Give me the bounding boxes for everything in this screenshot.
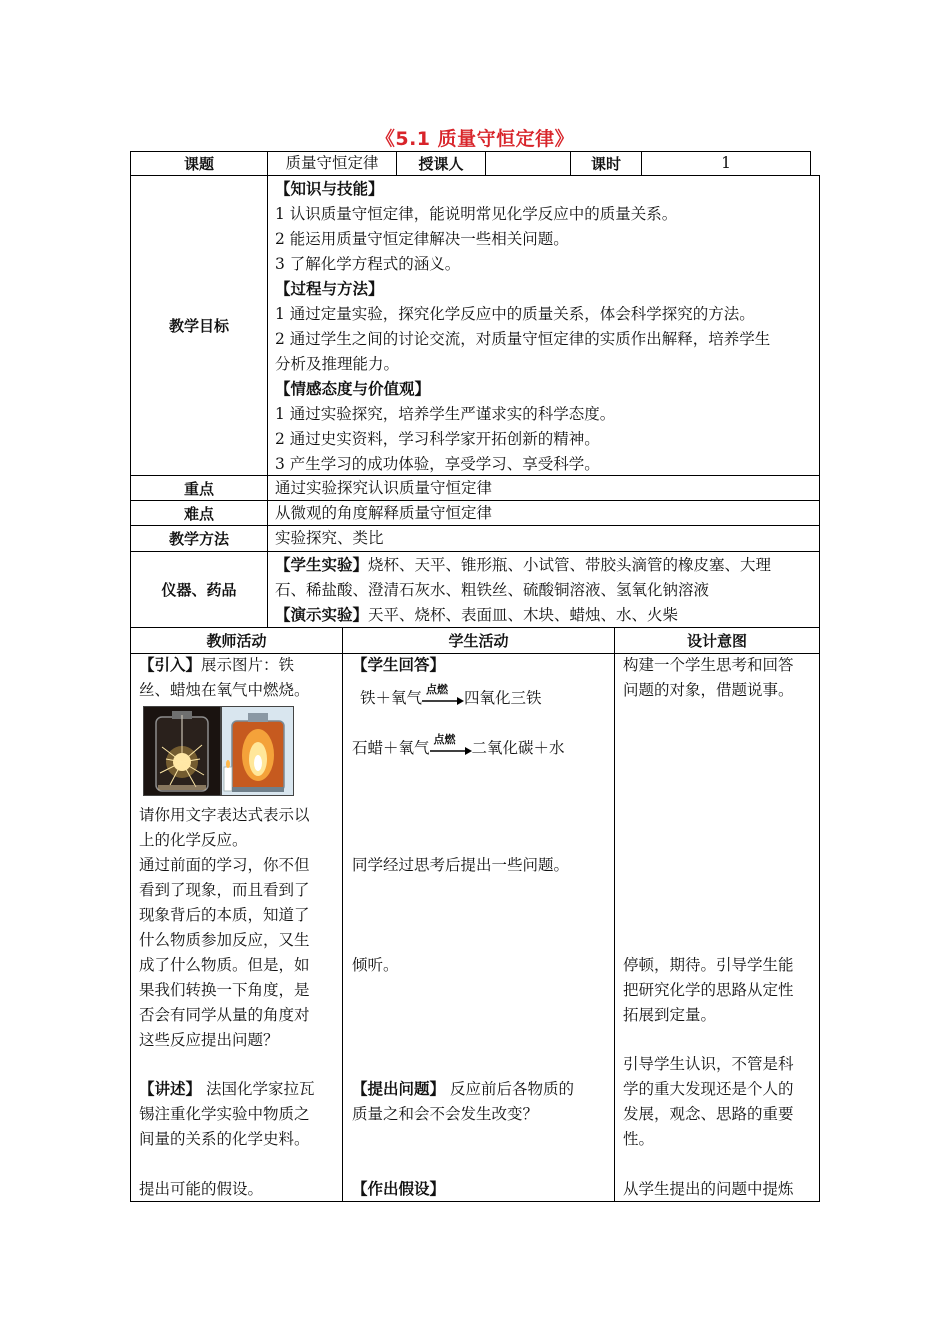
- materials-label-cell: 仪器、药品: [130, 551, 268, 628]
- design-intent-line: 从学生提出的问题中提炼: [623, 1180, 794, 1198]
- design-intent-line: 引导学生认识，不管是科: [623, 1055, 794, 1073]
- document-title: 《5.1 质量守恒定律》: [375, 128, 575, 150]
- student-experiment-heading: 【学生实验】: [275, 556, 369, 574]
- design-intent-line: 把研究化学的思路从定性: [623, 981, 794, 999]
- col-header-teacher: 教师活动: [130, 627, 343, 654]
- intro-paragraph-line: 果我们转换一下角度，是: [139, 981, 310, 999]
- col-header-student: 学生活动: [342, 627, 615, 654]
- process-item: 1 通过定量实验，探究化学反应中的质量关系，体会科学探究的方法。: [275, 305, 755, 323]
- hypothesis-prompt: 提出可能的假设。: [139, 1180, 264, 1198]
- process-heading: 【过程与方法】: [275, 280, 384, 298]
- question-tag: 【提出问题】: [352, 1080, 446, 1098]
- demo-experiment-text: 天平、烧杯、表面皿、木块、蜡烛、水、火柴: [368, 606, 679, 624]
- equation-iron: [360, 683, 610, 711]
- student-think-text: 同学经过思考后提出一些问题。: [352, 856, 570, 874]
- design-intent-line: 拓展到定量。: [623, 1006, 717, 1024]
- knowledge-item: 1 认识质量守恒定律，能说明常见化学反应中的质量关系。: [275, 205, 678, 223]
- method-value-cell: 实验探究、类比: [267, 525, 820, 552]
- hours-value-cell: 1: [641, 151, 811, 176]
- intro-text: 展示图片：铁: [201, 656, 295, 674]
- difficulty-label-cell: 难点: [130, 500, 268, 526]
- equation-candle-reactants: 石蜡＋氧气: [352, 739, 430, 757]
- method-label-cell: 教学方法: [130, 525, 268, 552]
- reaction-condition: 点燃: [433, 733, 456, 746]
- process-item: 分析及推理能力。: [275, 355, 400, 373]
- design-intent-line: 构建一个学生思考和回答: [623, 656, 794, 674]
- reaction-condition: 点燃: [426, 683, 449, 696]
- design-intent-line: 停顿，期待。引导学生能: [623, 956, 794, 974]
- candle-burning-graphic: [222, 707, 293, 795]
- intro-paragraph-line: 否会有同学从量的角度对: [139, 1006, 310, 1024]
- lecture-tag: 【讲述】: [139, 1080, 202, 1098]
- intro-paragraph-line: 看到了现象，而且看到了: [139, 881, 310, 899]
- intro-paragraph-line: 现象背后的本质，知道了: [139, 906, 310, 924]
- ask-text-cont: 上的化学反应。: [139, 831, 248, 849]
- materials-content-cell: [267, 551, 820, 628]
- question-text: 反应前后各物质的: [445, 1080, 574, 1098]
- key-point-label-cell: 重点: [130, 475, 268, 501]
- student-experiment-text: 烧杯、天平、锥形瓶、小试管、带胶头滴管的橡皮塞、大理: [368, 556, 772, 574]
- iron-wire-burning-graphic: [144, 707, 220, 795]
- knowledge-heading: 【知识与技能】: [275, 180, 384, 198]
- student-listen-text: 倾听。: [352, 956, 399, 974]
- reaction-arrow: [422, 683, 464, 711]
- arrow-icon: [430, 747, 472, 755]
- ask-text: 请你用文字表达式表示以: [139, 806, 310, 824]
- topic-label-cell: 课题: [130, 151, 268, 176]
- process-item: 2 通过学生之间的讨论交流，对质量守恒定律的实质作出解释，培养学生: [275, 330, 771, 348]
- col-header-design: 设计意图: [614, 627, 820, 654]
- student-experiment-text-cont: 石、稀盐酸、澄清石灰水、粗铁丝、硫酸铜溶液、氢氧化钠溶液: [275, 581, 710, 599]
- intro-paragraph-line: 通过前面的学习，你不但: [139, 856, 310, 874]
- key-point-value-cell: 通过实验探究认识质量守恒定律: [267, 475, 820, 501]
- emotion-item: 2 通过史实资料，学习科学家开拓创新的精神。: [275, 430, 600, 448]
- teacher-label-cell: 授课人: [396, 151, 486, 176]
- objectives-content-cell: [267, 175, 820, 476]
- student-answer-tag: 【学生回答】: [352, 656, 446, 674]
- intro-paragraph-line: 这些反应提出问题？: [139, 1031, 279, 1049]
- candle-burning-image: [221, 706, 294, 796]
- objectives-label-cell: 教学目标: [130, 175, 268, 476]
- teacher-value-cell: [485, 151, 571, 176]
- equation-iron-reactants: 铁＋氧气: [360, 689, 423, 707]
- question-text-cont: 质量之和会不会发生改变？: [352, 1105, 539, 1123]
- intro-paragraph-line: 成了什么物质。但是，如: [139, 956, 310, 974]
- hypothesis-tag: 【作出假设】: [352, 1180, 446, 1198]
- hours-label-cell: 课时: [570, 151, 642, 176]
- knowledge-item: 3 了解化学方程式的涵义。: [275, 255, 461, 273]
- intro-text-cont: 丝、蜡烛在氧气中燃烧。: [139, 681, 310, 699]
- emotion-item: 3 产生学习的成功体验，享受学习、享受科学。: [275, 455, 600, 473]
- lecture-text: 法国化学家拉瓦: [201, 1080, 315, 1098]
- equation-iron-products: 四氧化三铁: [464, 689, 542, 707]
- topic-value-cell: 质量守恒定律: [267, 151, 397, 176]
- design-intent-line: 问题的对象，借题说事。: [623, 681, 794, 699]
- intro-paragraph-line: 什么物质参加反应，又生: [139, 931, 310, 949]
- design-intent-line: 学的重大发现还是个人的: [623, 1080, 794, 1098]
- knowledge-item: 2 能运用质量守恒定律解决一些相关问题。: [275, 230, 569, 248]
- equation-candle: [352, 733, 612, 761]
- arrow-icon: [422, 697, 464, 705]
- emotion-heading: 【情感态度与价值观】: [275, 380, 431, 398]
- demo-experiment-heading: 【演示实验】: [275, 606, 369, 624]
- emotion-item: 1 通过实验探究，培养学生严谨求实的科学态度。: [275, 405, 616, 423]
- iron-wire-burning-image: [143, 706, 221, 796]
- design-intent-line: 性。: [623, 1130, 655, 1148]
- lecture-text-cont: 间量的关系的化学史料。: [139, 1130, 310, 1148]
- difficulty-value-cell: 从微观的角度解释质量守恒定律: [267, 500, 820, 526]
- design-intent-line: 发展，观念、思路的重要: [623, 1105, 794, 1123]
- lecture-text-cont: 锡注重化学实验中物质之: [139, 1105, 310, 1123]
- equation-candle-products: 二氧化碳＋水: [471, 739, 565, 757]
- reaction-arrow: [430, 733, 472, 761]
- intro-tag: 【引入】: [139, 656, 202, 674]
